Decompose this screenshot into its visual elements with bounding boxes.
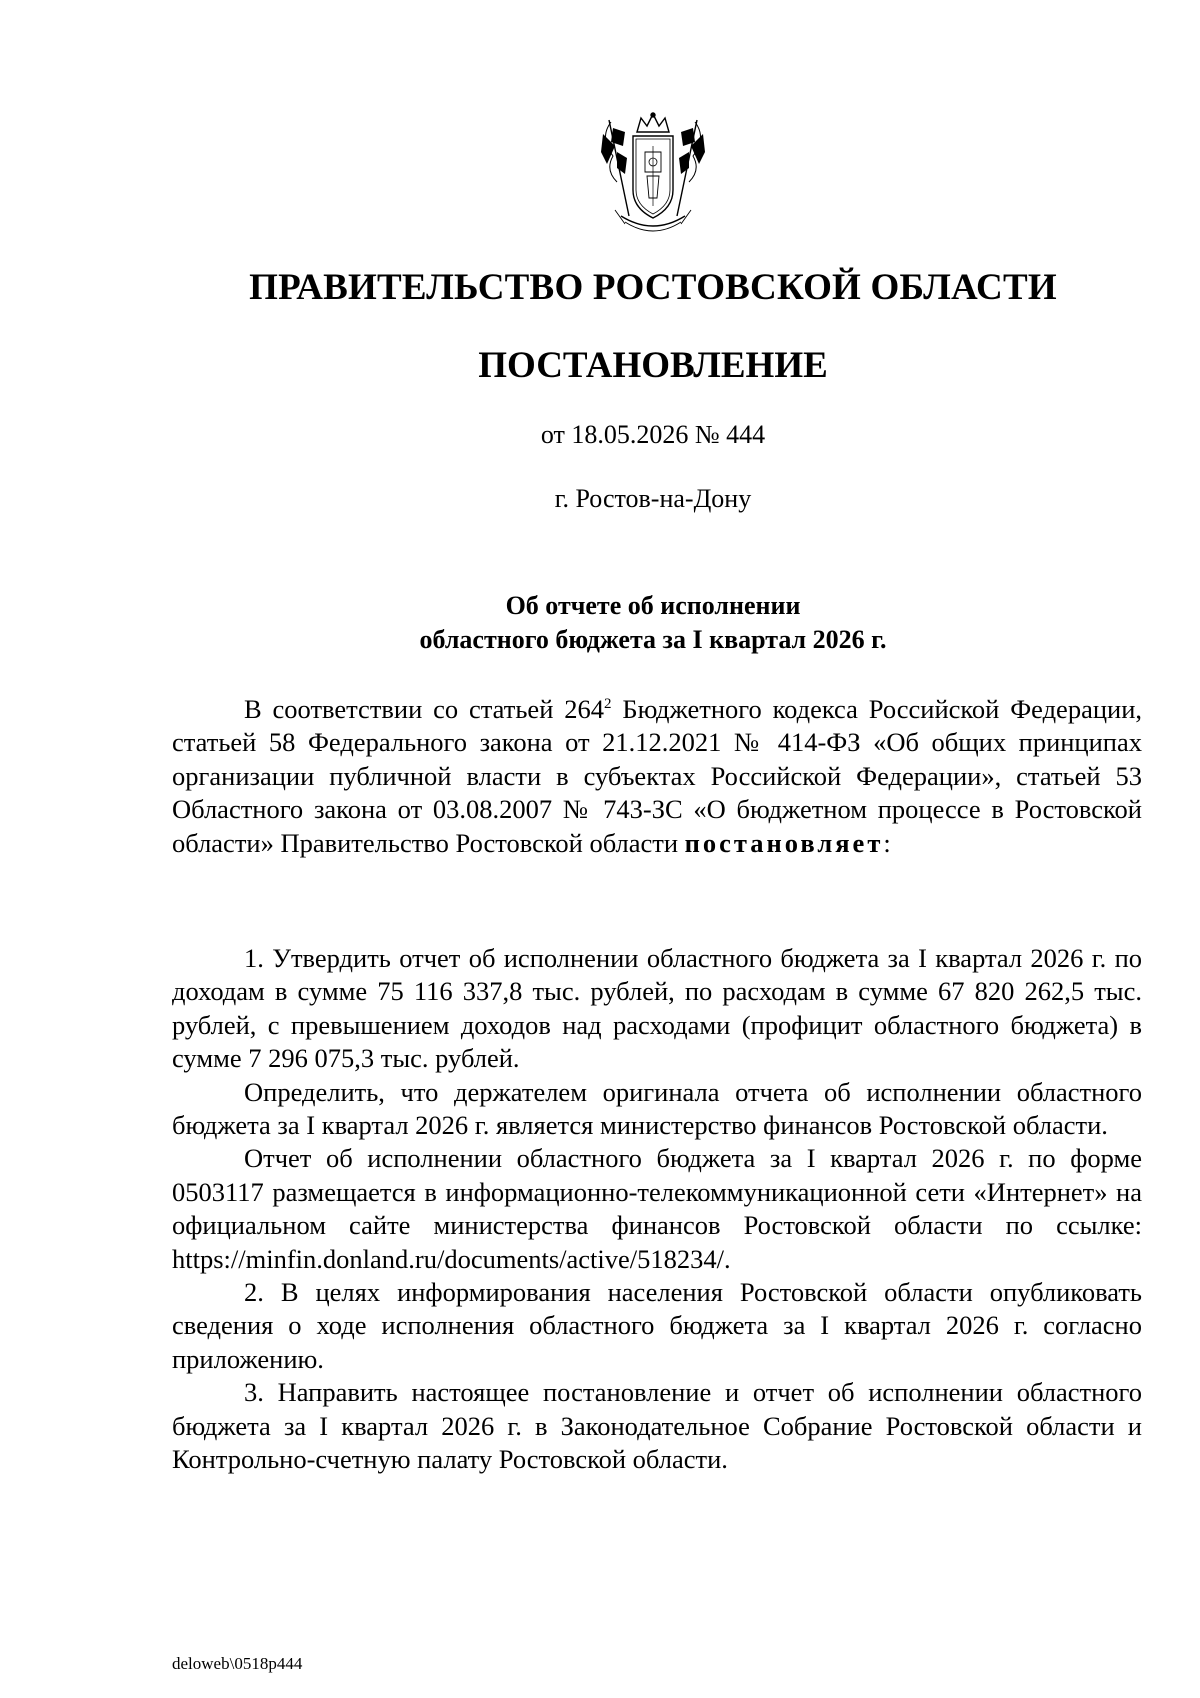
resolution-items — [172, 942, 1142, 1477]
subject-line: Об отчете об исполнении — [505, 591, 801, 620]
resolution-item: Отчет об исполнении областного бюджета за I квартал 2026 г. по форме 0503117 размещается в информационно-телекоммуникационной сети «Интернет» на официальном сайте министерства финансов Ростовской области по ссылке: https://minfin.donland.ru/documents/active/518234/. — [172, 1143, 1142, 1274]
preamble-text: В соответствии со статьей 264 — [244, 694, 604, 724]
preamble-text: Бюджетного кодекса Российской Федерации, статьей 58 Федерального закона от 21.12.2021 № 414-ФЗ «Об общих принципах организации публичной власти в субъектах Российской Федерации», статьей 53 Областного закона от 03.08.2007 № 743-ЗС «О бюджетном процессе в Ростовской области» Правительство Ростовской области — [172, 694, 1143, 858]
file-code: deloweb\0518p444 — [172, 1654, 303, 1673]
coat-of-arms-icon — [595, 112, 711, 242]
preamble-colon: : — [883, 827, 891, 858]
resolution-item: 3. Направить настоящее постановление и отчет об исполнении областного бюджета за I квартал 2026 г. в Законодательное Собрание Ростовской области и Контрольно-счетную палату Ростовской области. — [172, 1377, 1142, 1475]
document-subject — [0, 589, 1200, 657]
preamble-paragraph — [172, 693, 1142, 860]
subject-line: областного бюджета за I квартал 2026 г. — [419, 625, 887, 654]
preamble-superscript: 2 — [604, 696, 612, 713]
resolution-item: 2. В целях информирования населения Ростовской области опубликовать сведения о ходе исполнения областного бюджета за I квартал 2026 г. согласно приложению. — [172, 1277, 1142, 1374]
resolution-item: 1. Утвердить отчет об исполнении областного бюджета за I квартал 2026 г. по доходам в сумме 75 116 337,8 тыс. рублей, по расходам в сумме 67 820 262,5 тыс. рублей, с превышением доходов над расходами (профицит областного бюджета) в сумме 7 296 075,3 тыс. рублей. — [172, 943, 1142, 1074]
resolution-item: Определить, что держателем оригинала отчета об исполнении областного бюджета за I квартал 2026 г. является министерство финансов Ростовской области. — [172, 1076, 1142, 1141]
document-date-number: от 18.05.2026 № 444 — [540, 420, 766, 449]
organization-title: ПРАВИТЕЛЬСТВО РОСТОВСКОЙ ОБЛАСТИ — [249, 267, 1057, 308]
document-type-title: ПОСТАНОВЛЕНИЕ — [478, 345, 828, 386]
document-city: г. Ростов-на-Дону — [554, 484, 752, 513]
resolves-word: постановляет — [684, 827, 884, 858]
